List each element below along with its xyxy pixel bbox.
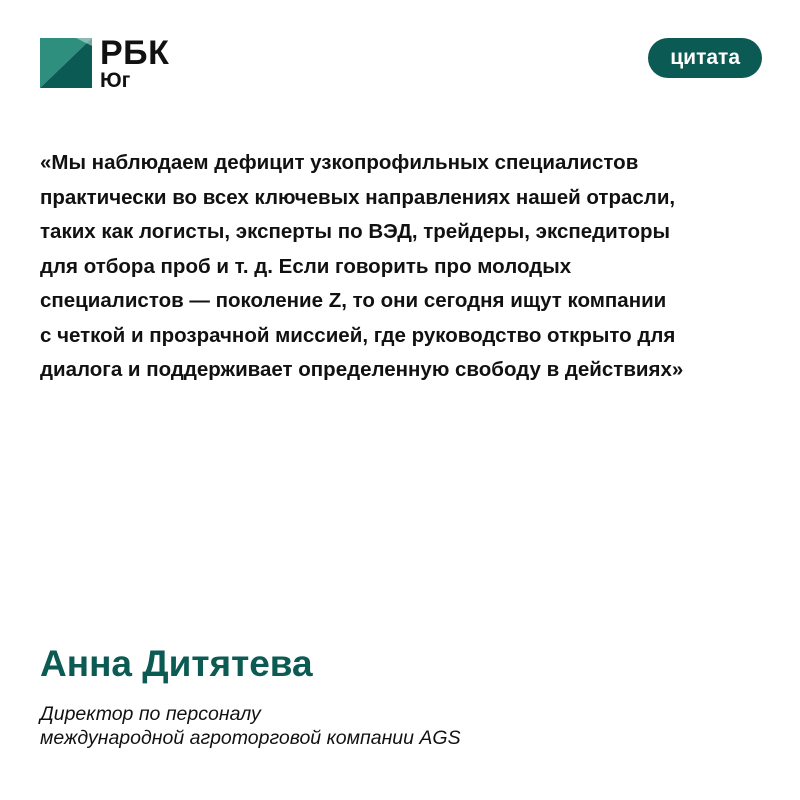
quote-line-7: диалога и поддерживает определенную свободу в действиях» [40, 358, 684, 381]
logo-text [100, 34, 170, 93]
author-name: Анна Дитятева [40, 643, 313, 684]
rbc-logo [40, 34, 170, 93]
quote-line-6: с четкой и прозрачной миссией, где руководство открыто для [40, 323, 676, 347]
quote-line-2: практически во всех ключевых направлениях нашей отрасли, [40, 185, 676, 209]
quote-tag-badge: цитата [648, 38, 762, 78]
author-role-line-2: международной агроторговой компании AGS [40, 727, 461, 749]
quote-line-4: для отбора проб и т. д. Если говорить про молодых [40, 254, 572, 278]
brand-name: РБК [100, 34, 170, 72]
author-role-line-1: Директор по персоналу [40, 703, 261, 725]
quote-line-3: таких как логисты, эксперты по ВЭД, трейдеры, экспедиторы [40, 220, 671, 243]
quote-text [40, 146, 770, 388]
author-role [40, 702, 461, 750]
quote-line-5: специалистов — поколение Z, то они сегодня ищут компании [40, 289, 667, 312]
quote-line-1: «Мы наблюдаем дефицит узкопрофильных специалистов [40, 151, 639, 174]
brand-region: Юг [100, 69, 131, 92]
rbc-split-square-icon [40, 38, 92, 88]
